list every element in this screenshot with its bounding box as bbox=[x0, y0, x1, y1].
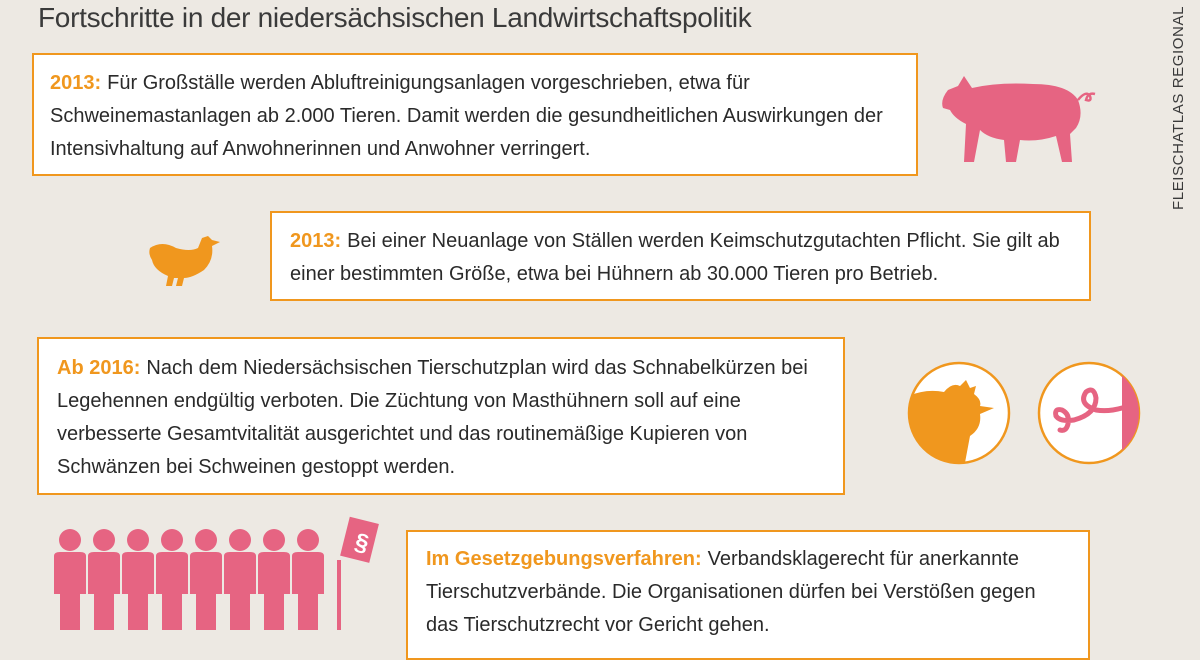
entry-text: Für Großställe werden Abluftreinigungsanlagen vorgeschrieben, etwa für Schweinemastanlagen ab 2.000 Tieren. Damit werden die gesundheitlichen Auswirkungen der Intensivhaltung auf Anwohnerinnen und Anwohner verringert. bbox=[50, 72, 883, 160]
entry-label: Im Gesetzgebungsverfahren: bbox=[426, 548, 702, 570]
people-icon bbox=[52, 510, 388, 630]
entry-text: Verbandsklagerecht für anerkannte Tierschutzverbände. Die Organisationen dürfen bei Verstößen gegen das Tierschutzrecht vor Gericht gehen. bbox=[426, 548, 1036, 636]
entry-label: 2013: bbox=[50, 72, 102, 94]
entry-box-2013-abluft bbox=[32, 53, 918, 176]
entry-text: Nach dem Niedersächsischen Tierschutzplan wird das Schnabelkürzen bei Legehennen endgültig verboten. Die Züchtung von Masthühnern soll auf eine verbesserte Gesamtvitalität ausgerichtet und das routinemäßige Kupieren von Schwänzen bei Schweinen gestoppt werden. bbox=[57, 357, 808, 478]
entry-box-ab-2016 bbox=[37, 337, 845, 495]
entry-label: 2013: bbox=[290, 230, 342, 252]
source-label: FLEISCHATLAS REGIONAL bbox=[1170, 5, 1187, 210]
pig-tail-icon bbox=[1034, 358, 1144, 468]
entry-text: Bei einer Neuanlage von Ställen werden Keimschutzgutachten Pflicht. Sie gilt ab einer bestimmten Größe, etwa bei Hühnern ab 30.000 Tieren pro Betrieb. bbox=[290, 230, 1060, 285]
sign-paragraph-symbol: § bbox=[352, 528, 372, 558]
page-title: Fortschritte in der niedersächsischen Landwirtschaftspolitik bbox=[38, 2, 752, 33]
chicken-icon bbox=[146, 230, 226, 290]
entry-box-2013-keimschutz bbox=[270, 211, 1091, 301]
hen-head-icon bbox=[904, 358, 1014, 468]
pig-icon bbox=[938, 70, 1098, 165]
entry-box-gesetzgebung bbox=[406, 530, 1090, 660]
entry-label: Ab 2016: bbox=[57, 357, 141, 379]
